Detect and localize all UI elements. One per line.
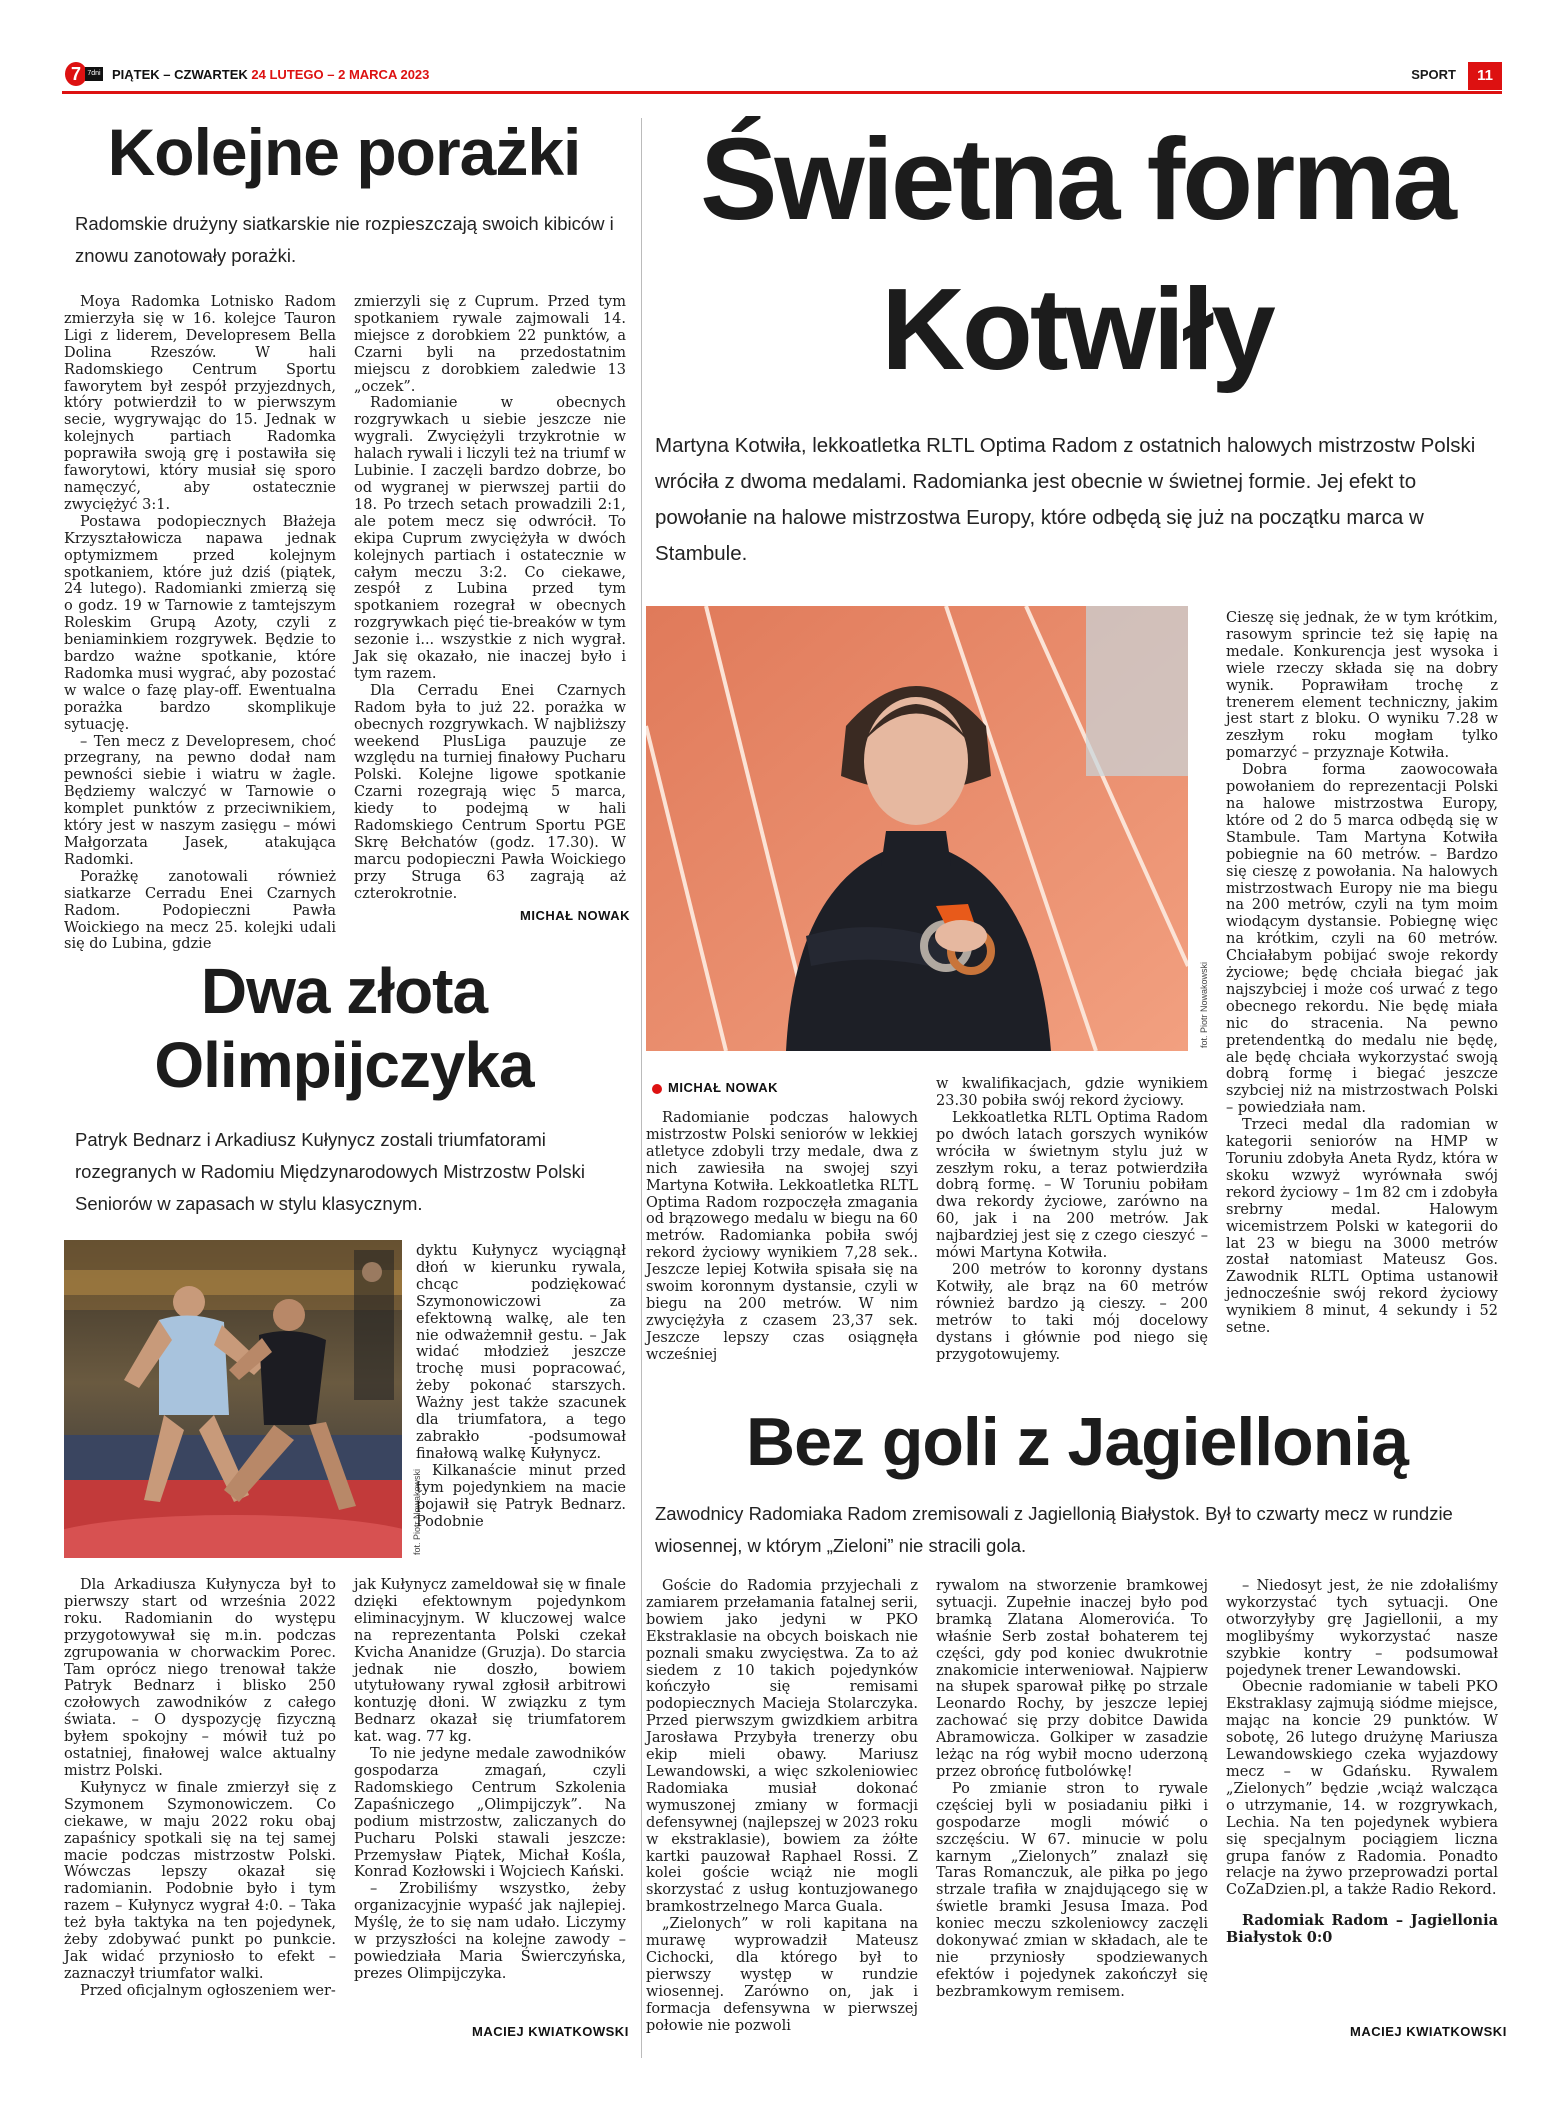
athlete-illustration [646,606,1188,1051]
wrestling-illustration [64,1240,402,1558]
byline-art3: MICHAŁ NOWAK [652,1080,778,1095]
match-result: Radomiak Radom – Jagiellonia Białystok 0:0 [1226,1912,1498,1947]
bullet-icon [652,1084,662,1094]
kotwila-photo [646,606,1188,1051]
lead-swietna-forma: Martyna Kotwiła, lekkoatletka RLTL Optima Radom z ostatnich halowych mistrzostw Polski wróciła z dwoma medalami. Radomianka jest obecnie w świetnej formie. Jej efekt to powołanie na halowe mistrzostwa Europy, które odbędą się już na początku marca w Stambule. [655,434,1476,565]
newspaper-logo: 7 7dni [65,62,103,86]
photo-credit-wrestling: fot. Piotr Nowakowski [412,1468,422,1555]
article3-column1: Radomianie podczas halowych mistrzostw Polski seniorów w lekkiej atletyce zdobyli trzy medale, dwa z nich zawiesiła na swojej szyi Martyna Kotwiła. Lekkoatletka RLTL Optima Radom rozpoczęła zmagania od brązowego medalu w biegu na 60 metrów. Radomianka pobiła swój rekord życiowy wynikiem 7,28 sek.. Jeszcze lepiej Kotwiła spisała się na swoim koronnym dystansie, czyli w biegu na 200 metrów. W nim zwyciężyła z czasem 23,37 sek. Jeszcze lepszy czas osiągnęła wcześniej [646,1110,918,1363]
byline-art4: MACIEJ KWIATKOWSKI [1350,2024,1507,2039]
byline-art2: MACIEJ KWIATKOWSKI [472,2024,629,2039]
issue-date: PIĄTEK – CZWARTEK 24 LUTEGO – 2 MARCA 2023 [112,67,430,82]
headline-bez-goli: Bez goli z Jagiellonią [746,1404,1408,1480]
article2-side-column: dyktu Kułynycz wyciągnął dłoń w kierunku rywala, chcąc podziękować Szymonowiczowi za efektowną walkę, ale ten nie odważemnił gestu. – Jak widać młodzież jeszcze trochę musi popracować, żeby pokonać starszych. Ważny jest także szacunek dla triumfatora, a tego zabrakło -podsumował finałową walkę Kułynycz. Kilkanaście minut przed tym pojedynkiem na macie pojawił się Patryk Bednarz. Podobnie [416,1243,626,1530]
headline-dwa-zlota: Dwa złota Olimpijczyka [154,955,534,1101]
photo-credit-kotwila: fot. Piotr Nowakowski [1199,961,1209,1048]
article1-column1: Moya Radomka Lotnisko Radom zmierzyła się w 16. kolejce Tauron Ligi z liderem, Developresem Bella Dolina Rzeszów. W hali Radomskiego Centrum Sportu faworytem był zespół przyjezdnych, który potwierdził to w pierwszym secie, wygrywając do 15. Jednak w kolejnych partiach Radomka poprawiła swoją grę i postawiła się faworytowi, który musiał się sporo namęczyć, aby ostatecznie zwyciężyć 3:1. Postawa podopiecznych Błażeja Krzyształowicza napawa jednak optymizmem przed kolejnym spotkaniem, które już dziś (piątek, 24 lutego). Radomianki zmierzą się o godz. 19 w Tarnowie z tamtejszym Roleskim Grupą Azoty, czyli z beniaminkiem rozgrywek. Będzie to bardzo ważne spotkanie, które Radomka musi wygrać, aby pozostać w walce o fazę play-off. Ewentualna porażka bardzo skomplikuje sytuację. – Ten mecz z Developresem, choć przegrany, na pewno dodał nam pewności siebie i wiatru w żagle. Będziemy walczyć w Tarnowie o komplet punktów z przeciwnikiem, który jest w naszym zasięgu – mówi Małgorzata Jasek, atakująca Radomki. Porażkę zanotowali również siatkarze Cerradu Enei Czarnych Radom. Podopieczni Pawła Woickiego na mecz 25. kolejki udali się do Lubina, gdzie [64,294,336,953]
headline-swietna-forma: Świetna forma Kotwiły [700,114,1454,394]
section-name: SPORT [1411,67,1456,82]
article2-column1: Dla Arkadiusza Kułynycza był to pierwszy start od września 2022 roku. Radomianin do występu przygotowywał się m.in. podczas zgrupowania w chorwackim Porec. Tam oprócz niego trenował także Patryk Bednarz i blisko 250 czołowych zawodników z całego świata. – O dyspozycję fizyczną byłem spokojny – mówił tuż po ostatniej, finałowej walce aktualny mistrz Polski. Kułynycz w finale zmierzył się z Szymonem Szymonowiczem. Co ciekawe, w maju 2022 roku obaj zapaśnicy spotkali się na tej samej macie podczas mistrzostw Polski. Wówczas lepszy okazał się radomianin. Podobnie było i tym razem – Kułynycz wygrał 4:0. – Taka też była taktyka na ten pojedynek, żeby zdobywać punkt po punkcie. Jak widać przyniosło to efekt – zaznaczył triumfator walki. Przed oficjalnym ogłoszeniem wer- [64,1577,336,1999]
article3-column2: w kwalifikacjach, gdzie wynikiem 23.30 pobiła swój rekord życiowy. Lekkoatletka RLTL Optima Radom po dwóch latach gorszych wyników wróciła w świetnym stylu już w zeszłym roku, a teraz potwierdziła dobrą formę. – W Toruniu pobiłam dwa rekordy życiowe, zarówno na 60, jak i na 200 metrów. Jak najbardziej jest się z czego cieszyć – mówi Martyna Kotwiła. 200 metrów to koronny dystans Kotwiły, ale brąz na 60 metrów również bardzo ją cieszy. – 200 metrów to taki mój docelowy dystans i głównie pod niego się przygotowujemy. [936,1076,1208,1363]
article4-column3: – Niedosyt jest, że nie zdołaliśmy wykorzystać tych sytuacji. One otworzyłyby grę Jagiellonii, a my moglibyśmy wykorzystać nasze szybkie kontry – podsumował pojedynek trener Lewandowski. Obecnie radomianie w tabeli PKO Ekstraklasy zajmują siódme miejsce, mając na koncie 29 punktów. W sobotę, 26 lutego drużynę Mariusza Lewandowskiego czeka wyjazdowy mecz – w Gdańsku. Rywalem „Zielonych” będzie ‚wciąż walcząca o utrzymanie, 14. w rozgrywkach, Lechia. Na ten pojedynek wybiera się specjalnym pociągiem liczna grupa fanów z Radomia. Ponadto relacje na żywo przeprowadzi portal CoZaDzien.pl, a także Radio Rekord. Radomiak Radom – Jagiellonia Białystok 0:0 [1226,1578,1498,1947]
headline-kolejne-porazki: Kolejne porażki [107,115,581,189]
lead-dwa-zlota: Patryk Bednarz i Arkadiusz Kułynycz zostali triumfatorami rozegranych w Radomiu Międzynarodowych Mistrzostw Polski Seniorów w zapasach w stylu klasycznym. [75,1129,585,1214]
byline-art1: MICHAŁ NOWAK [520,908,630,923]
article3-column3: Cieszę się jednak, że w tym krótkim, rasowym sprincie też się łapię na medale. Konkurencja jest wysoka i wiele rzeczy składa się na dobry wynik. Poprawiłam trochę z trenerem element techniczny, jakim jest start z bloku. O wyniku 7.28 w zeszłym roku mogłam tylko pomarzyć – przyznaje Kotwiła. Dobra forma zaowocowała powołaniem do reprezentacji Polski na halowe mistrzostwa Europy, które od 2 do 5 marca odbędą się w Stambule. Tam Martyna Kotwiła pobiegnie na 60 metrów. – Bardzo się cieszę z powołania. Na halowych mistrzostwach Europy nie ma biegu na 200 metrów, czyli na tym moim wiodącym dystansie. Pobiegnę więc na krótkim, czyli na 60 metrów. Chciałabym pobijać swoje rekordy życiowe; będę chciała biegać jak najszybciej i może coś urwać z tego obecnego rekordu. Nie będę miała nic do stracenia. Na pewno pretendentką do medalu nie będę, ale będę chciała wykorzystać swoją dobrą formę i biegać jeszcze szybciej niż na mistrzostwach Polski – powiedziała nam. Trzeci medal dla radomian w kategorii seniorów na HMP w Toruniu zdobyła Aneta Rydz, która w skoku wzwyż wyrównała swój rekord życiowy – 1m 82 cm i zdobyła srebrny medal. Halowym wicemistrzem Polski w kategorii do lat 23 w biegu na 3000 metrów został natomiast Mateusz Gos. Zawodnik RLTL Optima ustanowił jednocześnie swój rekord życiowy wynikiem 8 minut, 4 sekundy i 52 setne. [1226,610,1498,1337]
page-header [62,62,1502,94]
page-number: 11 [1468,62,1502,90]
article4-column1: Goście do Radomia przyjechali z zamiarem przełamania fatalnej serii, bowiem jako jedyni w PKO Ekstraklasie na obcych boiskach nie poznali smaku zwycięstwa. Za to aż siedem z 10 takich pojedynków kończyło się remisami podopiecznych Macieja Stolarczyka. Przed pierwszym gwizdkiem arbitra Jarosława Przybyła trenerzy obu ekip mieli obawy. Mariusz Lewandowski, a więc szkoleniowiec Radomiaka musiał dokonać wymuszonej zmiany w formacji defensywnej (najlepszej w 2023 roku w ekstraklasie), bowiem za żółte kartki pauzował Raphael Rossi. Z kolei goście wciąż nie mogli skorzystać z usług kontuzjowanego bramkostrzelnego Marca Guala. „Zielonych” w roli kapitana na murawę wyprowadził Mateusz Cichocki, dla którego był to pierwszy występ w rundzie wiosennej. Zarówno on, jak i formacja defensywna w pierwszej połowie nie pozwoli [646,1578,918,2034]
article4-column2: rywalom na stworzenie bramkowej sytuacji. Zupełnie inaczej było pod bramką Zlatana Alomerovića. To właśnie Serb został bohaterem tej części, gdy pod koniec dwukrotnie znakomicie interweniował. Najpierw na słupek sparował piłkę po strzale Leonardo Rochy, by jeszcze lepiej zachować się przy dobitce Dawida Abramowicza. Golkiper w zasadzie leżąc na róg wybił mocno uderzoną przez obrońcę futbolówkę! Po zmianie stron to rywale częściej byli w posiadaniu piłki i gospodarze mogli mówić o szczęściu. W 67. minucie w polu karnym „Zielonych” znalazł się Taras Romanczuk, ale piłka po jego strzale trafiła w znajdującego się w świetle bramki Jesusa Imaza. Pod koniec meczu szkoleniowcy zaczęli dokonywać zmian w składach, ale te nie przyniosły spodziewanych efektów i pojedynek zakończył się bezbramkowym remisem. [936,1578,1208,2000]
lead-bez-goli: Zawodnicy Radomiaka Radom zremisowali z Jagiellonią Białystok. Był to czwarty mecz w rundzie wiosennej, w którym „Zieloni” nie stracili gola. [655,1503,1453,1556]
wrestling-photo [64,1240,402,1558]
article1-column2: zmierzyli się z Cuprum. Przed tym spotkaniem rywale zajmowali 14. miejsce z dorobkiem 22 punktów, a Czarni byli na przedostatnim miejscu z dorobkiem zaledwie 13 „oczek”. Radomianie w obecnych rozgrywkach u siebie jeszcze nie wygrali. Zwyciężyli trzykrotnie w halach rywali i liczyli też na triumf w Lubinie. I zaczęli bardzo dobrze, bo od wygranej w pierwszej partii do 18. Po trzech setach prowadzili 2:1, ale potem mecz się odwrócił. To ekipa Cuprum zwyciężyła w dwóch kolejnych partiach i ostatecznie w całym meczu 3:2. Co ciekawe, zespół z Lubina przed tym spotkaniem rozegrał w obecnych rozgrywkach pięć tie-breaków w tym sezonie i... wszystkie z nich wygrał. Jak się okazało, nie inaczej było i tym razem. Dla Cerradu Enei Czarnych Radom była to już 22. porażka w obecnych rozgrywkach. W najbliższy weekend PlusLiga pauzuje ze względu na turniej finałowy Pucharu Polski. Kolejne ligowe spotkanie Czarni rozegrają więc 5 marca, kiedy to podejmą w hali Radomskiego Centrum Sportu PGE Skrę Bełchatów (godz. 17.30). W marcu podopieczni Pawła Woickiego przy Struga 63 zagrają aż czterokrotnie. [354,294,626,902]
column-divider [641,118,642,2058]
article2-column2: jak Kułynycz zameldował się w finale dzięki efektownym pojedynkom eliminacyjnym. W kluczowej walce na reprezentanta Polski czekał Kvicha Ananidze (Gruzja). Do starcia jednak nie doszło, bowiem utytułowany rywal zgłosił arbitrowi kontuzję dłoni. W związku z tym Bednarz okazał się triumfatorem kat. wag. 77 kg. To nie jedyne medale zawodników gospodarza zmagań, czyli Radomskiego Centrum Szkolenia Zapaśniczego „Olimpijczyk”. Na podium mistrzostw, zaliczanych do Pucharu Polski stawali jeszcze: Przemysław Piątek, Michał Kośla, Konrad Kozłowski i Wojciech Kański. – Zrobiliśmy wszystko, żeby organizacyjnie wypaść jak najlepiej. Myślę, że to się nam udało. Liczymy w przyszłości na kolejne zawody – powiedziała Maria Świerczyńska, prezes Olimpijczyka. [354,1577,626,1982]
lead-kolejne-porazki: Radomskie drużyny siatkarskie nie rozpieszczają swoich kibiców i znowu zanotowały porażki. [75,213,614,266]
